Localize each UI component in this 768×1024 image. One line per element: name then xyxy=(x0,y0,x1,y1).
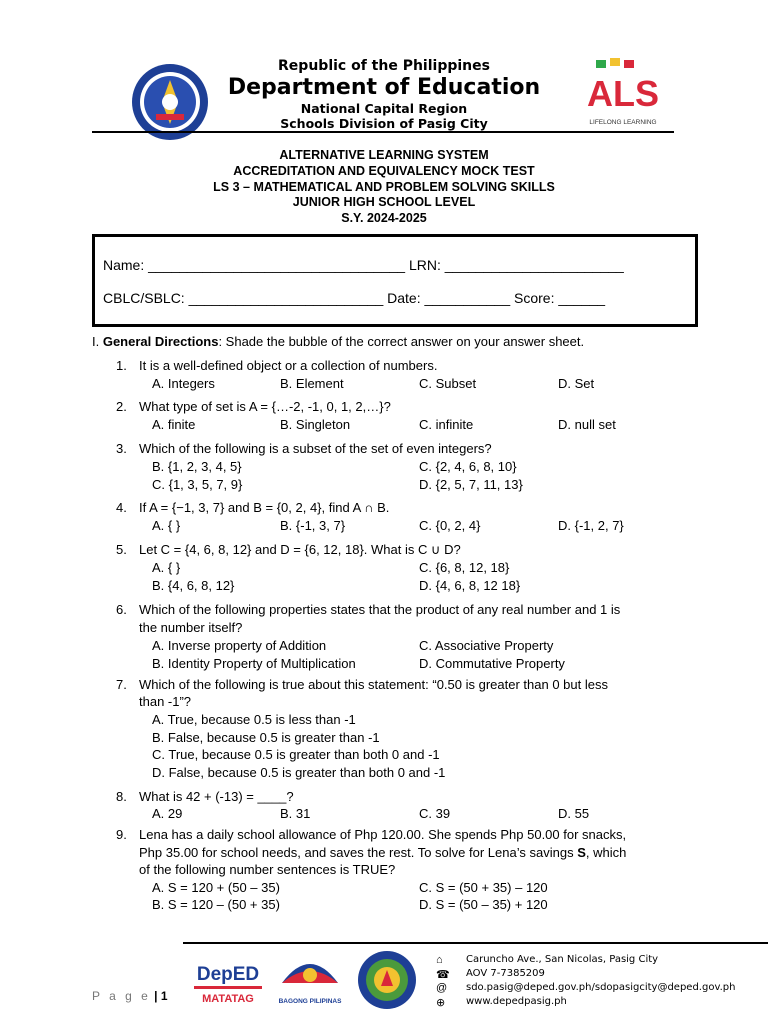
question-text: Which of the following properties states that the product of any real number and 1 is xyxy=(139,602,621,617)
test-title xyxy=(0,148,768,227)
bagong-pilipinas-text: BAGONG PILIPINAS xyxy=(278,998,342,1005)
matatag-logo-text: MATATAG xyxy=(202,993,254,1005)
option-a[interactable]: A. True, because 0.5 is less than -1 xyxy=(152,712,356,727)
option-c[interactable]: C. {2, 4, 6, 8, 10} xyxy=(419,459,517,474)
page-separator: | xyxy=(150,989,161,1003)
question-text: the number itself? xyxy=(139,620,243,635)
title-line: S.Y. 2024-2025 xyxy=(341,211,427,226)
option-a[interactable]: A. Integers xyxy=(152,376,215,391)
option-b[interactable]: B. {1, 2, 3, 4, 5} xyxy=(152,459,242,474)
option-d[interactable]: D. {-1, 2, 7} xyxy=(558,518,624,533)
option-c[interactable]: C. infinite xyxy=(419,417,474,432)
republic-label: Republic of the Philippines xyxy=(278,58,490,74)
option-d[interactable]: D. S = (50 – 35) + 120 xyxy=(419,897,548,912)
question-number: 2. xyxy=(116,399,127,414)
region-label: National Capital Region xyxy=(300,101,468,116)
option-c[interactable]: C. {6, 8, 12, 18} xyxy=(419,560,510,575)
sdo-pasig-seal-logo xyxy=(352,950,422,1010)
directions-prefix: I. xyxy=(92,334,103,349)
question-text: Which of the following is true about this statement: “0.50 is greater than 0 but less xyxy=(139,677,608,692)
division-label: Schools Division of Pasig City xyxy=(280,116,488,131)
title-line: JUNIOR HIGH SCHOOL LEVEL xyxy=(292,195,476,210)
option-b[interactable]: B. {-1, 3, 7} xyxy=(280,518,346,533)
option-c[interactable]: C. {0, 2, 4} xyxy=(419,518,481,533)
option-b[interactable]: B. S = 120 – (50 + 35) xyxy=(152,897,280,912)
option-d[interactable]: D. 55 xyxy=(558,806,590,821)
question-text: What type of set is A = {…-2, -1, 0, 1, 2,…}? xyxy=(139,399,391,414)
location-icon: ⌂ xyxy=(436,954,443,966)
question-text: of the following number sentences is TRUE? xyxy=(139,862,396,877)
general-directions xyxy=(92,334,584,349)
option-c[interactable]: C. Associative Property xyxy=(419,638,554,653)
option-b[interactable]: B. Identity Property of Multiplication xyxy=(152,656,356,671)
footer-website[interactable]: www.depedpasig.ph xyxy=(466,996,567,1007)
title-line: LS 3 – MATHEMATICAL AND PROBLEM SOLVING SKILLS xyxy=(213,179,555,194)
option-a[interactable]: A. S = 120 + (50 – 35) xyxy=(152,880,280,895)
option-a[interactable]: A. { } xyxy=(152,560,181,575)
department-title: Department of Education xyxy=(227,75,541,100)
option-b[interactable]: B. 31 xyxy=(280,806,311,821)
student-info-box xyxy=(92,234,698,327)
als-logo-text: ALS xyxy=(587,73,659,114)
option-b[interactable]: B. {4, 6, 8, 12} xyxy=(152,578,235,593)
footer-divider xyxy=(183,942,768,944)
question-text: What is 42 + (-13) = ____? xyxy=(139,789,294,804)
page-num: 1 xyxy=(160,989,168,1003)
option-b[interactable]: B. Element xyxy=(280,376,344,391)
option-d[interactable]: D. Set xyxy=(558,376,595,391)
title-line: ACCREDITATION AND EQUIVALENCY MOCK TEST xyxy=(233,163,535,178)
savings-variable: S xyxy=(577,845,586,860)
directions-text: : Shade the bubble of the correct answer on your answer sheet. xyxy=(218,334,585,349)
question-text: than -1”? xyxy=(139,694,192,709)
question-number: 6. xyxy=(116,602,127,617)
option-c[interactable]: C. Subset xyxy=(419,376,477,391)
question-text: If A = {−1, 3, 7} and B = {0, 2, 4}, find A ∩ B. xyxy=(139,500,390,515)
option-a[interactable]: A. { } xyxy=(152,518,181,533)
footer-address: Caruncho Ave., San Nicolas, Pasig City xyxy=(466,954,659,965)
option-c[interactable]: C. S = (50 + 35) – 120 xyxy=(419,880,548,895)
web-icon: ⊕ xyxy=(436,997,446,1009)
option-b[interactable]: B. Singleton xyxy=(280,417,351,432)
question-text: It is a well-defined object or a collection of numbers. xyxy=(139,358,438,373)
option-b[interactable]: B. False, because 0.5 is greater than -1 xyxy=(152,730,380,745)
question-text: Lena has a daily school allowance of Php 120.00. She spends Php 50.00 for snacks, xyxy=(139,827,627,842)
option-c[interactable]: C. True, because 0.5 is greater than both 0 and -1 xyxy=(152,747,440,762)
header-divider xyxy=(92,131,674,133)
option-d[interactable]: D. Commutative Property xyxy=(419,656,565,671)
deped-matatag-logo xyxy=(190,958,266,1008)
question-text-part: Php 35.00 for school needs, and saves the rest. To solve for Lena’s savings xyxy=(139,845,574,860)
question-number: 3. xyxy=(116,441,127,456)
question-text: Which of the following is a subset of the set of even integers? xyxy=(139,441,492,456)
question-text-part: , which xyxy=(585,845,627,860)
phone-icon: ☎ xyxy=(436,969,450,981)
page-label: P a g e xyxy=(92,989,151,1003)
option-d[interactable]: D. {2, 5, 7, 11, 13} xyxy=(419,477,523,492)
als-logo xyxy=(586,56,660,128)
question-number: 7. xyxy=(116,677,127,692)
question-number: 5. xyxy=(116,542,127,557)
question-number: 4. xyxy=(116,500,127,515)
question-number: 9. xyxy=(116,827,127,842)
als-logo-tagline: LIFELONG LEARNING xyxy=(589,119,657,126)
footer-email[interactable]: sdo.pasig@deped.gov.ph/sdopasigcity@deped.gov.ph xyxy=(466,982,736,993)
email-icon: @ xyxy=(436,982,448,994)
option-c[interactable]: C. {1, 3, 5, 7, 9} xyxy=(152,477,243,492)
option-a[interactable]: A. finite xyxy=(152,417,196,432)
option-a[interactable]: A. Inverse property of Addition xyxy=(152,638,327,653)
deped-logo-text: DepED xyxy=(196,964,260,985)
option-c[interactable]: C. 39 xyxy=(419,806,451,821)
cblc-date-score-line[interactable]: CBLC/SBLC: _________________________ Date: ___________ Score: ______ xyxy=(103,290,606,306)
bagong-pilipinas-logo xyxy=(272,953,348,1009)
option-d[interactable]: D. {4, 6, 8, 12 18} xyxy=(419,578,521,593)
title-line: ALTERNATIVE LEARNING SYSTEM xyxy=(279,148,489,162)
page-number xyxy=(92,989,168,1003)
option-d[interactable]: D. False, because 0.5 is greater than both 0 and -1 xyxy=(152,765,446,780)
option-a[interactable]: A. 29 xyxy=(152,806,183,821)
footer-phone: AOV 7-7385209 xyxy=(466,968,545,979)
question-text xyxy=(139,845,626,860)
question-number: 8. xyxy=(116,789,127,804)
name-lrn-line[interactable]: Name: _________________________________ LRN: _______________________ xyxy=(103,257,624,273)
option-d[interactable]: D. null set xyxy=(558,417,616,432)
question-text: Let C = {4, 6, 8, 12} and D = {6, 12, 18}. What is C ∪ D? xyxy=(139,542,461,557)
question-number: 1. xyxy=(116,358,127,373)
directions-label: General Directions xyxy=(102,334,219,349)
